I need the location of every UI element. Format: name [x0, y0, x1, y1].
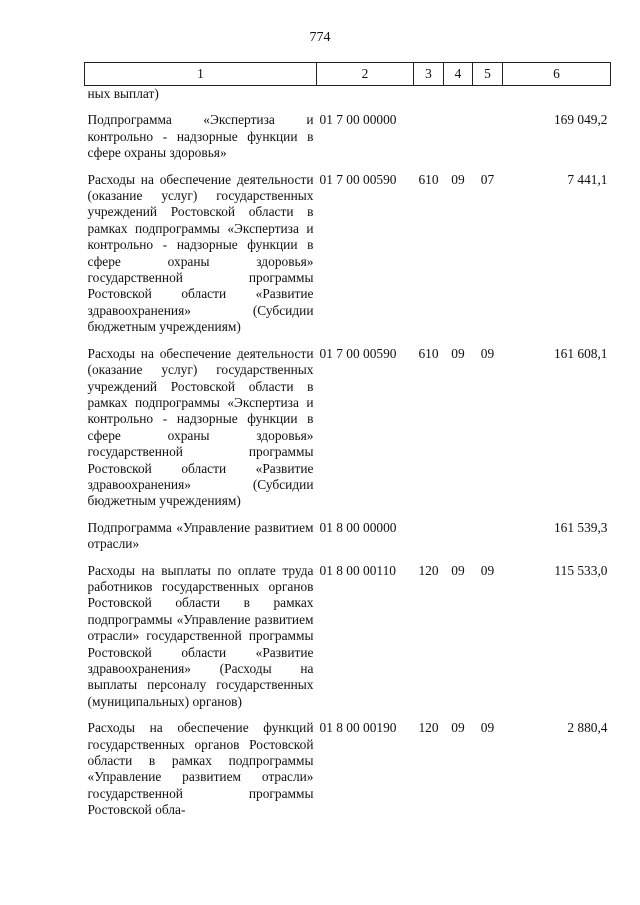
- row-name: Подпрограмма «Экспертиза и контрольно - надзорные функции в сфере охраны здоровья»: [87, 112, 314, 161]
- row-spacer: [85, 102, 611, 112]
- row-expense-type: [414, 112, 444, 161]
- header-col-2: 2: [317, 63, 414, 86]
- header-row: [85, 63, 611, 86]
- row-subsection: [473, 112, 503, 161]
- row-expense-type: 610: [418, 345, 439, 361]
- row-name: Расходы на обеспечение деятельности (оказание услуг) государственных учреждений Ростовской области в рамках подпрограммы «Экспертиза и контрольно - надзорные функции в сфере охраны здоровья» государственной программы Ростовской области «Развитие здравоохранения» (Субсидии бюджетным учреждениям): [87, 171, 314, 335]
- row-code: 01 7 00 00590: [319, 345, 397, 361]
- row-code: 01 7 00 00590: [319, 171, 397, 187]
- row-name: Расходы на выплаты по оплате труда работников государственных органов Ростовской области в рамках подпрограммы «Управление развитием отрасли» государственной программы Ростовской области «Развитие здравоохранения» (Расходы на выплаты персоналу государственных (муниципальных) органов): [87, 562, 314, 709]
- row-name: Расходы на обеспечение функций государственных органов Ростовской области в рамках подпрограммы «Управление развитием отрасли» государственной программы Ростовской обла-: [87, 720, 314, 818]
- row-spacer-cell: [85, 336, 611, 346]
- row-section: 09: [451, 171, 465, 187]
- row-expense-type: 610: [418, 171, 439, 187]
- row-amount: [503, 86, 611, 103]
- row-code: [317, 86, 414, 103]
- row-name: ных выплат): [87, 86, 159, 101]
- table-row: [85, 86, 611, 103]
- row-spacer: [85, 510, 611, 520]
- row-expense-type: 120: [418, 562, 439, 578]
- table-row: [85, 346, 611, 510]
- row-amount: 161 539,3: [553, 519, 608, 535]
- row-section: [444, 86, 473, 103]
- table-row: [85, 520, 611, 553]
- row-code: 01 8 00 00110: [319, 562, 396, 578]
- row-subsection: 09: [480, 562, 495, 578]
- row-subsection: [473, 520, 503, 553]
- header-col-6: 6: [503, 63, 611, 86]
- row-section: [444, 520, 473, 553]
- row-name: Подпрограмма «Управление развитием отрасли»: [87, 519, 314, 552]
- header-col-4: 4: [444, 63, 473, 86]
- row-amount: 115 533,0: [554, 562, 608, 578]
- row-section: 09: [451, 562, 465, 578]
- row-amount: 169 049,2: [553, 112, 608, 128]
- row-amount: 2 880,4: [567, 720, 608, 736]
- row-name: Расходы на обеспечение деятельности (оказание услуг) государственных учреждений Ростовской области в рамках подпрограммы «Экспертиза и контрольно - надзорные функции в сфере охраны здоровья» государственной программы Ростовской области «Развитие здравоохранения» (Субсидии бюджетным учреждениям): [87, 345, 314, 509]
- row-amount: 7 441,1: [567, 171, 608, 187]
- row-spacer-cell: [85, 102, 611, 112]
- budget-table: [84, 62, 611, 819]
- row-spacer: [85, 336, 611, 346]
- row-spacer-cell: [85, 162, 611, 172]
- page-number: 774: [309, 30, 331, 45]
- row-expense-type: [414, 86, 444, 103]
- table-row: [85, 112, 611, 161]
- row-subsection: 07: [480, 171, 495, 187]
- row-spacer-cell: [85, 553, 611, 563]
- header-col-5: 5: [473, 63, 503, 86]
- table-row: [85, 563, 611, 711]
- row-code: 01 7 00 00000: [319, 112, 397, 128]
- row-subsection: 09: [480, 720, 495, 736]
- row-section: [444, 112, 473, 161]
- row-spacer-cell: [85, 510, 611, 520]
- row-expense-type: 120: [418, 720, 439, 736]
- row-spacer-cell: [85, 710, 611, 720]
- row-section: 09: [451, 720, 465, 736]
- row-spacer: [85, 162, 611, 172]
- table-row: [85, 720, 611, 818]
- row-subsection: [473, 86, 503, 103]
- row-code: 01 8 00 00000: [319, 519, 397, 535]
- row-expense-type: [414, 520, 444, 553]
- row-section: 09: [451, 345, 465, 361]
- row-amount: 161 608,1: [553, 345, 608, 361]
- header-col-3: 3: [414, 63, 444, 86]
- row-code: 01 8 00 00190: [319, 720, 397, 736]
- header-col-1: 1: [85, 63, 317, 86]
- table-row: [85, 172, 611, 336]
- row-spacer: [85, 553, 611, 563]
- row-subsection: 09: [480, 345, 495, 361]
- row-spacer: [85, 710, 611, 720]
